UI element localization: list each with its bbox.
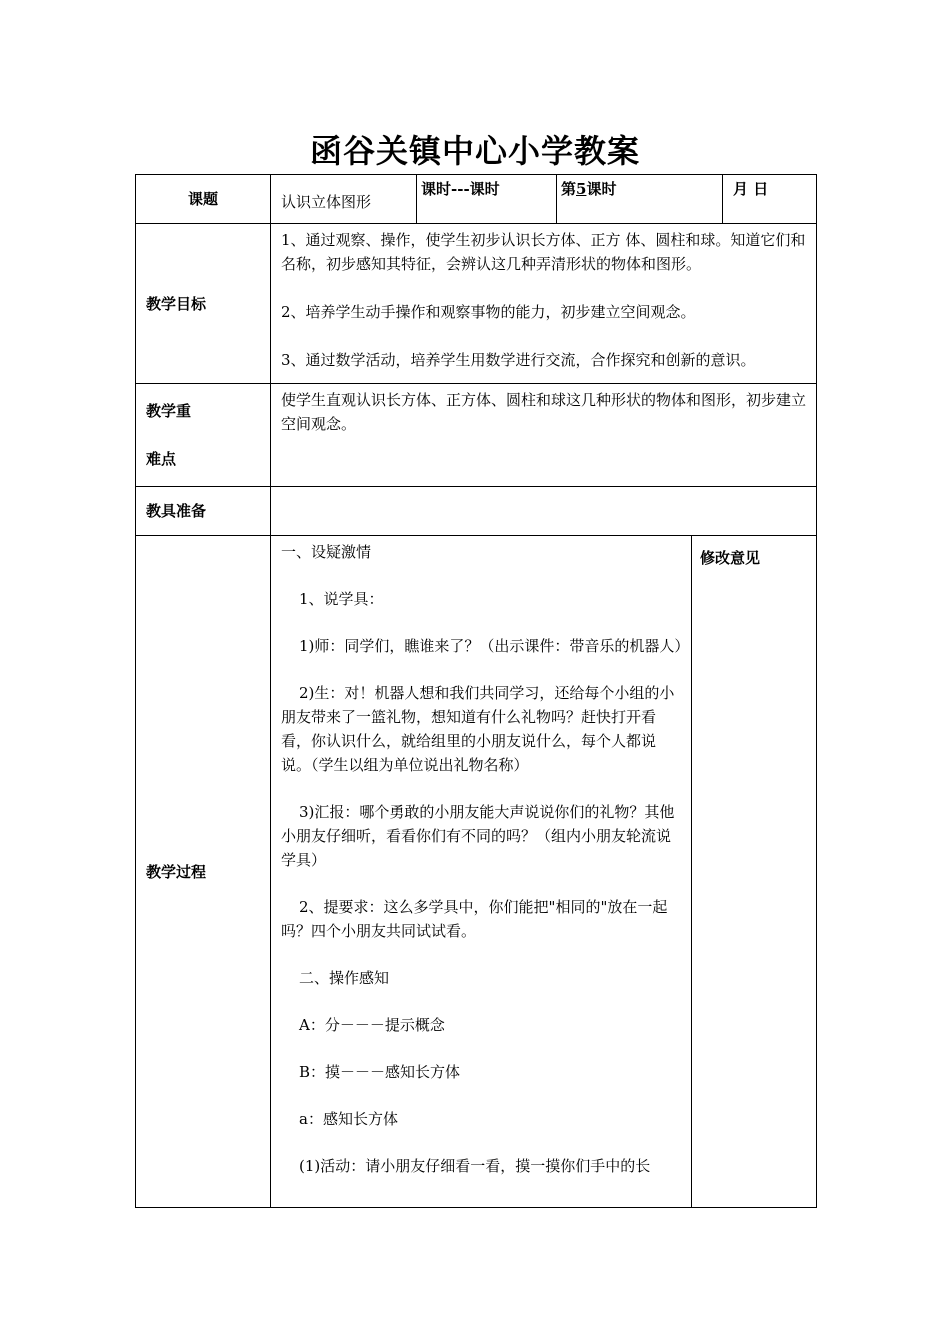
key-points-label-line1: 教学重 <box>146 402 192 420</box>
page-title: 函谷关镇中心小学教案 <box>309 132 640 170</box>
date-label: 月 日 <box>723 175 817 224</box>
process-row <box>136 536 817 1208</box>
materials-label: 教具准备 <box>136 487 271 536</box>
topic-label: 课题 <box>136 175 271 224</box>
period-range: 课时---课时 <box>417 175 557 224</box>
objectives-label: 教学目标 <box>136 224 271 384</box>
objectives-content <box>271 224 817 384</box>
key-points-label-line2: 难点 <box>146 450 177 468</box>
materials-content <box>271 487 817 536</box>
topic-value: 认识立体图形 <box>271 175 417 224</box>
process-paragraph: 2、提要求：这么多学具中，你们能把"相同的"放在一起吗？四个小朋友共同试试看。 <box>281 898 668 940</box>
process-paragraph: 1)师：同学们，瞧谁来了？（出示课件：带音乐的机器人） <box>299 637 690 655</box>
process-content <box>271 536 692 1208</box>
key-points-row <box>136 384 817 487</box>
period-suffix: 课时 <box>586 180 617 198</box>
lesson-plan-table <box>135 174 817 1208</box>
process-paragraph: 一、设疑激情 <box>281 543 372 561</box>
objectives-row <box>136 224 817 384</box>
key-points-content: 使学生直观认识长方体、正方体、圆柱和球这几种形状的物体和图形，初步建立空间观念。 <box>271 384 817 487</box>
process-label: 教学过程 <box>136 536 271 1208</box>
process-paragraph: 2)生：对！机器人想和我们共同学习，还给每个小组的小朋友带来了一篮礼物，想知道有什么礼物吗？赶快打开看看，你认识什么，就给组里的小朋友说什么，每个人都说说。（学生以组为单位说出礼物名称） <box>281 684 675 774</box>
header-row <box>136 175 817 224</box>
process-paragraph: 1、说学具： <box>299 590 384 608</box>
objective-item: 2、培养学生动手操作和观察事物的能力，初步建立空间观念。 <box>281 303 696 321</box>
period-number: 5 <box>576 180 587 198</box>
period-number-cell <box>557 175 723 224</box>
period-prefix: 第 <box>561 180 577 198</box>
process-paragraph: 3)汇报：哪个勇敢的小朋友能大声说说你们的礼物？其他小朋友仔细听，看看你们有不同的吗？（组内小朋友轮流说学具） <box>281 803 675 869</box>
process-paragraph: (1)活动：请小朋友仔细看一看，摸一摸你们手中的长 <box>299 1157 651 1175</box>
materials-row <box>136 487 817 536</box>
process-paragraph: A：分－－－提示概念 <box>299 1016 445 1034</box>
objective-item: 1、通过观察、操作，使学生初步认识长方体、正方 体、圆柱和球。知道它们和名称，初步感知其特征，会辨认这几种弄清形状的物体和图形。 <box>281 231 806 273</box>
key-points-label <box>136 384 271 487</box>
process-paragraph: 二、操作感知 <box>299 969 390 987</box>
process-paragraph: a：感知长方体 <box>299 1110 398 1128</box>
objective-item: 3、通过数学活动，培养学生用数学进行交流，合作探究和创新的意识。 <box>281 351 756 369</box>
process-paragraph: B：摸－－－感知长方体 <box>299 1063 461 1081</box>
remarks-label: 修改意见 <box>692 536 817 1208</box>
